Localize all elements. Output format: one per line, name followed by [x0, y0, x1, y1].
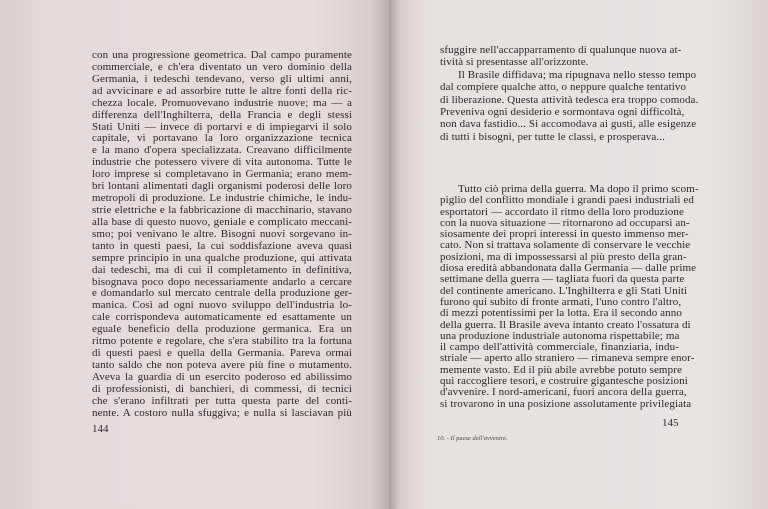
text-line: e la mano d'opera specializzata. Creavano difficilmente: [92, 144, 352, 157]
text-line: Preveniva ogni desiderio e sormontava ogni difficoltà,: [440, 105, 685, 118]
text-line: di questi paesi e quella della Germania. Pareva ormai: [92, 347, 352, 360]
text-line: settimane della guerra — tagliata fuori da questa parte: [440, 273, 685, 286]
text-line: Aveva la guardia di un esercito poderoso ed abilissimo: [92, 370, 352, 383]
text-line: industrie che potessero vivere di vita autonoma. Tutte le: [92, 156, 352, 169]
text-line: smo; poi venivano le altre. Bisogni nuovi sorgevano in-: [92, 227, 352, 240]
text-line: sempre principio in una qualche produzione, qui attivata: [92, 251, 352, 264]
text-line: dai tedeschi, ma di cui il completamento in definitiva,: [92, 263, 352, 276]
text-line: alla base di questo nuovo, geniale e complicato meccani-: [92, 215, 352, 228]
text-line: siosamente dei propri interessi in questo immenso mer-: [440, 228, 689, 241]
text-line: del continente americano. L'Inghilterra e gli Stati Uniti: [440, 284, 688, 297]
text-line: ad avvicinare e ad assorbire tutte le altre fonti della ric-: [92, 84, 352, 97]
text-line: loro imprese si completavano in Germania; erano mem-: [92, 168, 352, 181]
text-line: tività si presentasse all'orizzonte.: [440, 56, 589, 69]
text-line: furono qui subito di fronte armati, l'uno contro l'altro,: [440, 295, 682, 308]
text-line: tanto in questi paesi, la cui soddisfazione aveva quasi: [92, 239, 352, 252]
right-page-text-block-2: [440, 183, 699, 410]
text-line: strie elettriche e la fabbricazione di macchinario, stavano: [92, 203, 352, 216]
right-page-text-block-1: [440, 44, 699, 143]
text-line: di tutti i bisogni, per tutte le classi, e prosperava...: [440, 130, 665, 143]
text-line: che s'erano infiltrati per tutta questa parte del conti-: [92, 394, 352, 407]
text-line: d'avvenire. I nord-americani, fuori ancora della guerra,: [440, 386, 687, 399]
text-line: dal compiere qualche atto, o neppure qualche tentativo: [440, 81, 687, 94]
text-line: diosa eredità abbandonata dalla Germania — dalle prime: [440, 262, 697, 275]
text-line: Stati Uniti — invece di portarvi e di impiegarvi il solo: [92, 120, 352, 133]
text-line: tanto saldo che non poteva avere più fine o mutamento.: [92, 358, 352, 371]
left-page-text: [92, 50, 352, 420]
text-line: una produzione industriale autonoma rispettabile; ma: [440, 329, 680, 342]
text-line: capitale, vi portavano la loro organizzazione tecnica: [92, 132, 352, 145]
text-line: non dava fastidio... Si accomodava ai gusti, alle esigenze: [440, 118, 697, 131]
text-line: bri lontani alimentati dagli organismi poderosi delle loro: [92, 180, 352, 193]
text-line: Germania, i tedeschi tendevano, verso gli ultimi anni,: [92, 72, 352, 85]
text-line: piglio del conflitto mondiale i grandi paesi industriali ed: [440, 194, 694, 207]
text-line: striale — aperto allo straniero — rimaneva sempre enor-: [440, 352, 695, 365]
text-line: di professionisti, di banchieri, di commessi, di tecnici: [92, 382, 352, 395]
text-line: di liberazione. Questa attività tedesca era troppo comoda.: [440, 93, 699, 106]
text-line: il campo dell'attività commerciale, finanziaria, indu-: [440, 341, 679, 354]
text-line: metropoli di produzione. Le industrie chimiche, le indu-: [92, 192, 352, 205]
text-line: della guerra. Il Brasile aveva intanto creato l'ossatura di: [440, 318, 691, 331]
text-line: cato. Non si trattava solamente di conservare le vecchie: [440, 239, 691, 252]
text-line: posizioni, ma di impossessarsi al più presto della gran-: [440, 250, 687, 263]
text-line: ritmo potente e regolare, che s'era stabilito tra la fortuna: [92, 335, 352, 348]
text-line: di mezzi potentissimi per la lotta. Era il secondo anno: [440, 307, 682, 320]
text-line: Il Brasile diffidava; ma ripugnava nello stesso tempo: [458, 68, 697, 81]
text-line: differenza dell'Inghilterra, della Francia e degli stessi: [92, 108, 352, 121]
text-line: bisognava poco dopo necessariamente andarlo a cercare: [92, 275, 352, 288]
text-line: cale corrispondeva automaticamente ed esattamente un: [92, 311, 352, 324]
text-line: commerciale, e ch'era diventato un vero dominio della: [92, 60, 352, 73]
page-number-right: 145: [662, 417, 679, 429]
text-line: qui raccogliere tesori, e costruire gigantesche posizioni: [440, 375, 688, 388]
text-line: sfuggire nell'accapparramento di qualunque nuova at-: [440, 44, 682, 56]
text-line: esportatori — accordato il ritmo della loro produzione: [440, 205, 684, 218]
text-line: eguale beneficio della produzione germanica. Era un: [92, 323, 352, 336]
text-line: chezza locale. Promuovevano industrie nuove; ma — a: [92, 96, 352, 109]
text-line: Tutto ciò prima della guerra. Ma dopo il primo scom-: [458, 183, 699, 195]
text-line: memente vasto. Ed il più abile avrebbe potuto sempre: [440, 363, 682, 376]
text-line: con la nuova situazione — ritornarono ad occuparsi an-: [440, 216, 690, 229]
text-line: nente. A costoro nulla sfuggiva; e nulla si lasciavan più: [92, 406, 352, 419]
text-line: e domandarlo sul mercato centrale della produzione ger-: [92, 287, 352, 300]
text-line: manica. Così ad ogni nuovo sviluppo dell'industria lo-: [92, 299, 352, 312]
signature-footer: 10. - Il paese dell'avvenire.: [437, 435, 508, 442]
text-line: si trovarono in una posizione assolutamente privilegiata: [440, 397, 692, 410]
text-line: con una progressione geometrica. Dal campo puramente: [92, 49, 352, 61]
page-number-left: 144: [92, 423, 109, 435]
